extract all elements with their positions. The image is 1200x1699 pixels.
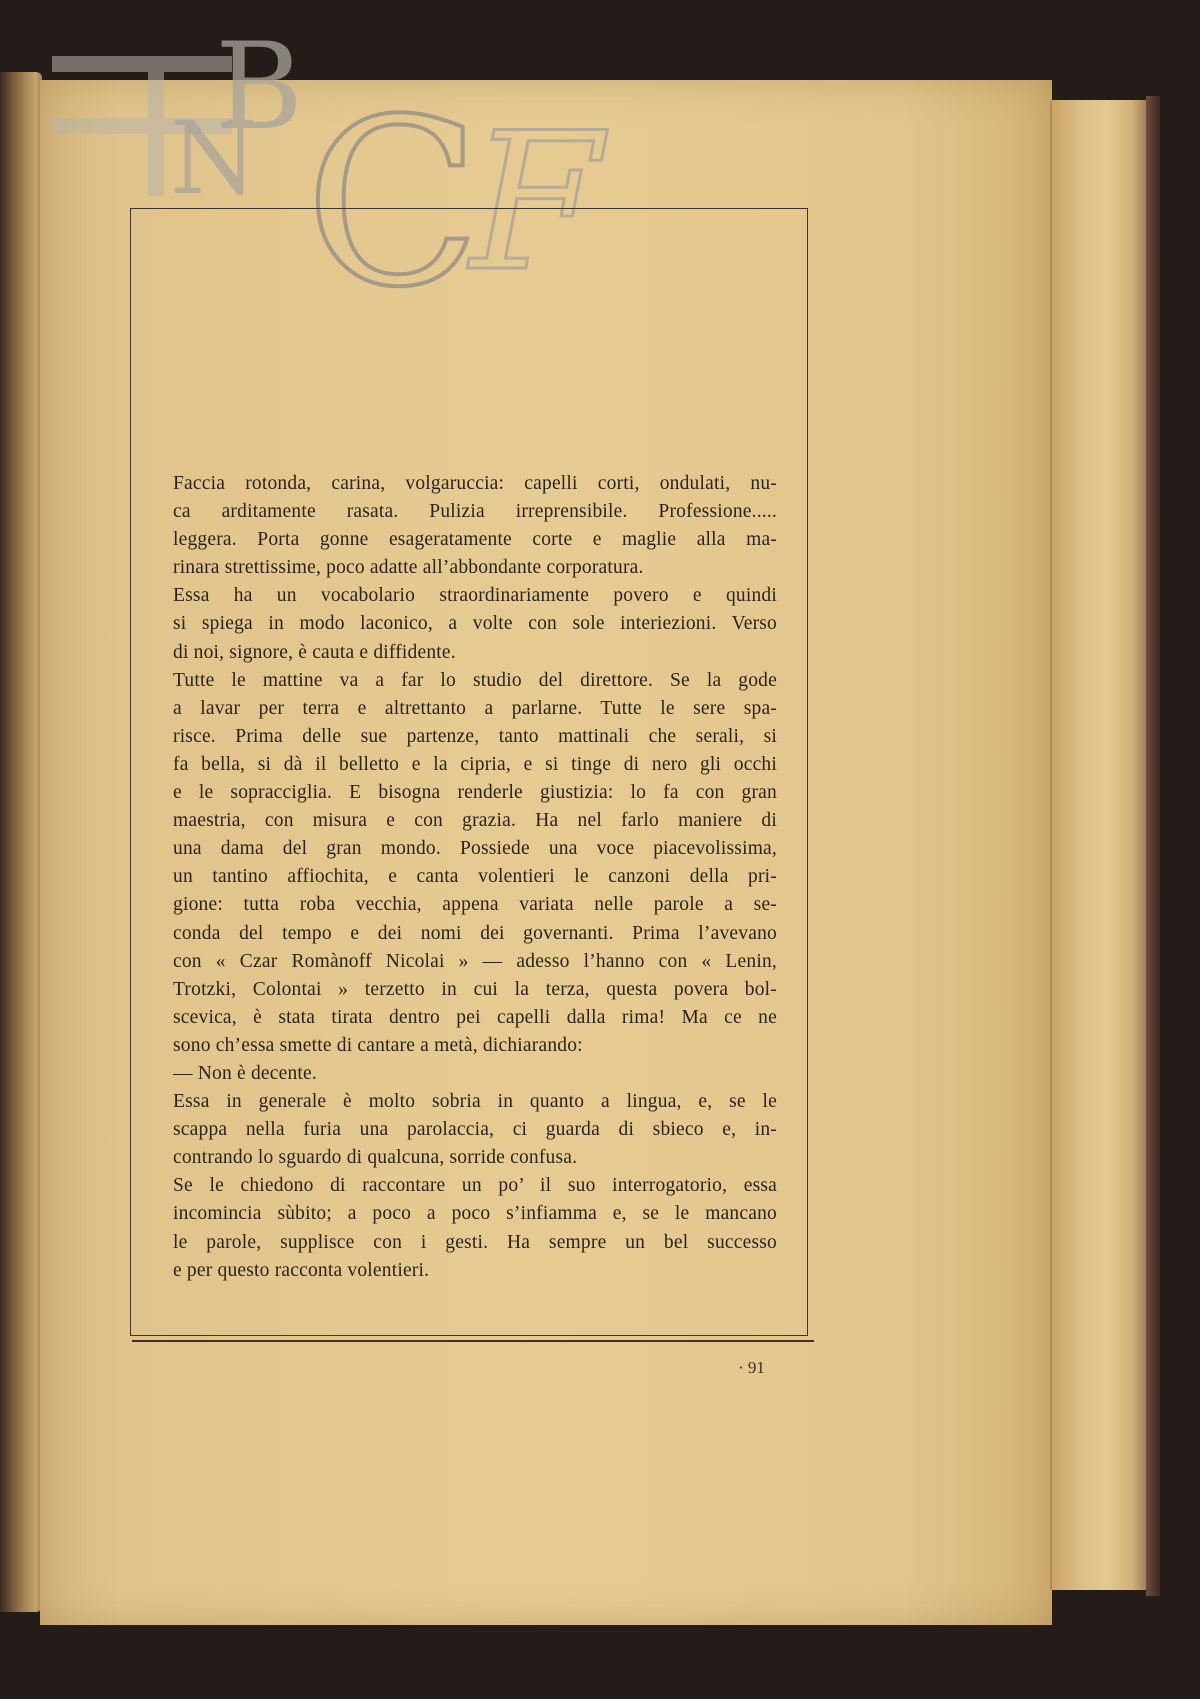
text-line: maestria, con misura e con grazia. Ha nel farlo maniere di [173, 810, 777, 832]
page-number: · 91 [738, 1358, 765, 1377]
text-line: si spiega in modo laconico, a volte con sole interiezioni. Verso [173, 613, 777, 635]
text-line: le parole, supplisce con i gesti. Ha sempre un bel successo [173, 1231, 777, 1253]
page-body-text [173, 470, 777, 1285]
watermark-letter-b: B [215, 18, 304, 157]
text-line: scevica, è stata tirata dentro pei capelli dalla rima! Ma ce ne [173, 1006, 777, 1028]
text-line: Se le chiedono di raccontare un po’ il suo interrogatorio, essa [173, 1175, 777, 1197]
text-line: e per questo racconta volentieri. [173, 1259, 430, 1281]
text-line: Trotzki, Colontai » terzetto in cui la terza, questa povera bol- [173, 978, 777, 1000]
book-cover-edge [1146, 96, 1160, 1596]
watermark-letter-n: N [170, 100, 258, 217]
watermark-letter-c: C [305, 71, 481, 338]
text-line: contrando lo sguardo di qualcuna, sorride confusa. [173, 1147, 578, 1169]
text-line: gione: tutta roba vecchia, appena variata nelle parole a se- [173, 894, 777, 916]
text-line: una dama del gran mondo. Possiede una voce piacevolissima, [173, 838, 777, 860]
text-line: incomincia sùbito; a poco a poco s’infiamma e, se le mancano [173, 1203, 777, 1225]
text-line: scappa nella furia una parolaccia, ci guarda di sbieco e, in- [173, 1119, 777, 1141]
watermark-letter-f: F [470, 92, 602, 313]
text-line: Faccia rotonda, carina, volgaruccia: capelli corti, ondulati, nu- [173, 473, 777, 494]
frame-bottom-rule [132, 1340, 814, 1342]
text-line: ca arditamente rasata. Pulizia irreprensibile. Professione..... [173, 501, 777, 523]
text-line: Essa ha un vocabolario straordinariamente povero e quindi [173, 585, 777, 607]
text-line: leggera. Porta gonne esageratamente corte e maglie alla ma- [173, 529, 777, 551]
facing-page-edge [0, 72, 42, 1612]
text-line: di noi, signore, è cauta e diffidente. [173, 641, 456, 663]
text-line: fa bella, si dà il belletto e la cipria, e si tinge di nero gli occhi [173, 753, 777, 775]
text-line: Essa in generale è molto sobria in quanto a lingua, e, se le [173, 1091, 777, 1113]
text-line: — Non è decente. [173, 1062, 317, 1084]
text-line: e le sopracciglia. E bisogna renderle giustizia: lo fa con gran [173, 782, 777, 804]
text-line: con « Czar Romànoff Nicolai » — adesso l’hanno con « Lenin, [173, 950, 777, 972]
text-line: un tantino affiochita, e canta volentieri le canzoni della pri- [173, 866, 777, 888]
text-line: risce. Prima delle sue partenze, tanto mattinali che serali, si [173, 725, 777, 747]
text-line: a lavar per terra e altrettanto a parlarne. Tutte le sere spa- [173, 697, 777, 719]
text-line: conda del tempo e dei nomi dei governanti. Prima l’avevano [173, 922, 777, 944]
text-line: sono ch’essa smette di cantare a metà, dichiarando: [173, 1034, 583, 1056]
text-line: Tutte le mattine va a far lo studio del direttore. Se la gode [173, 669, 777, 691]
book-fore-edge [1050, 100, 1152, 1590]
text-line: rinara strettissime, poco adatte all’abbondante corporatura. [173, 557, 644, 579]
